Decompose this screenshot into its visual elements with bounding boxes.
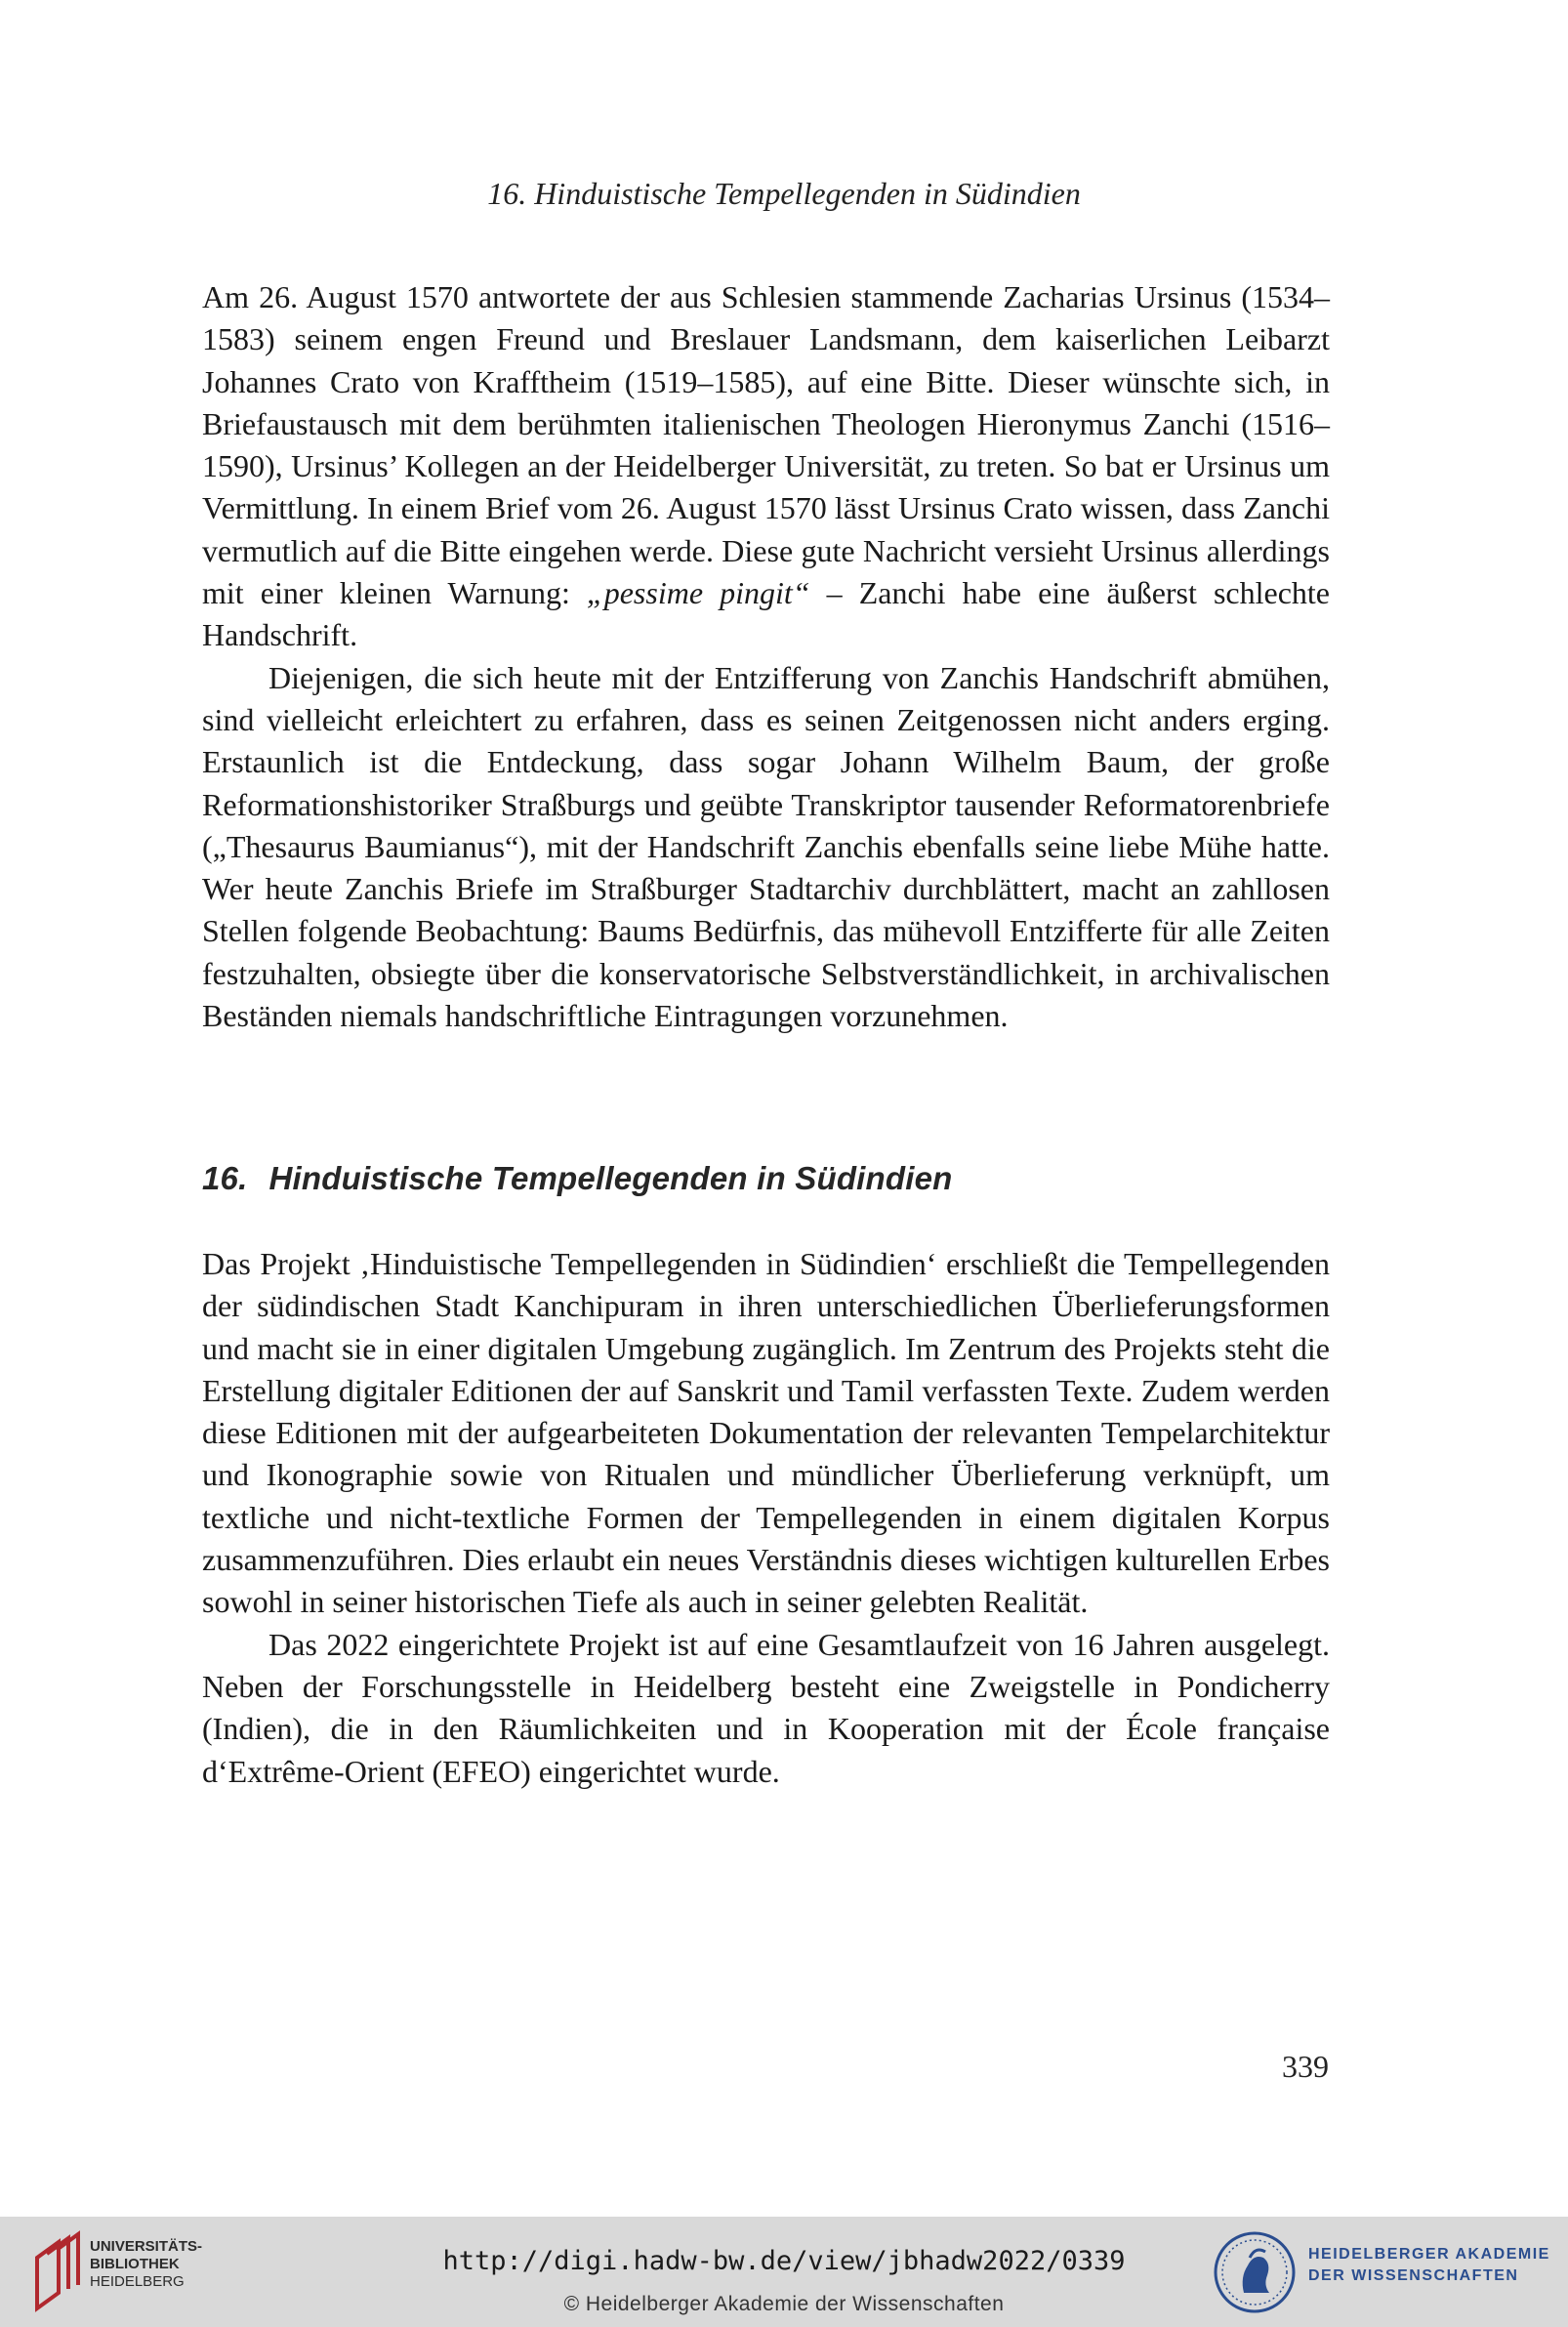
paragraph-text: Am 26. August 1570 antwortete der aus Schlesien stammende Zacharias Ursinus (1534–1583) seinem engen Freund und Breslauer Landsmann, dem kaiserlichen Leibarzt Johannes Crato von Krafftheim (1519–1585), auf eine Bitte. Dieser wünschte sich, in Briefaustausch mit dem berühmten italienischen Theologen Hieronymus Zanchi (1516–1590), Ursinus’ Kollegen an der Heidelberger Universität, zu treten. So bat er Ursinus um Vermittlung. In einem Brief vom 26. August 1570 lässt Ursinus Crato wissen, dass Zanchi vermutlich auf die Bitte eingehen werde. Diese gute Nachricht versieht Ursinus allerdings mit einer kleinen Warnung: (202, 279, 1330, 611)
text-block-zanchi (202, 276, 1330, 1037)
section-heading (202, 1160, 953, 1197)
paragraph (202, 276, 1330, 657)
ub-line: UNIVERSITÄTS- (90, 2238, 203, 2255)
paragraph: Das Projekt ‚Hinduistische Tempellegenden in Südindien‘ erschließt die Tempellegenden der südindischen Stadt Kanchipuram in ihren unterschiedlichen Überlieferungsformen und macht sie in einer digitalen Umgebung zugänglich. Im Zentrum des Projekts steht die Erstellung digitaler Editionen der auf Sanskrit und Tamil verfassten Texte. Zudem werden diese Editionen mit der aufgearbeiteten Dokumentation der relevanten Tempelarchitektur und Ikonographie sowie von Ritualen und mündlicher Überlieferung verknüpft, um textliche und nicht-textliche Formen der Tempellegenden in einem digitalen Korpus zusammenzuführen. Dies erlaubt ein neues Verständnis dieses wichtigen kulturellen Erbes sowohl in seiner historischen Tiefe als auch in seiner gelebten Realität. (202, 1246, 1330, 1620)
running-head: 16. Hinduistische Tempellegenden in Südindien (487, 176, 1081, 211)
paragraph: Das 2022 eingerichtete Projekt ist auf eine Gesamtlaufzeit von 16 Jahren ausgelegt. Neben der Forschungsstelle in Heidelberg besteht eine Zweigstelle in Pondicherry (Indien), die in den Räumlichkeiten und in Kooperation mit der École française d‘Extrême-Orient (EFEO) eingerichtet wurde. (202, 1626, 1330, 1789)
ub-line: HEIDELBERG (90, 2273, 185, 2290)
section-title: Hinduistische Tempellegenden in Südindien (268, 1160, 953, 1196)
academy-seal-graphic (1211, 2228, 1299, 2316)
permalink-url[interactable]: http://digi.hadw-bw.de/view/jbhadw2022/0339 (442, 2246, 1126, 2276)
paragraph-text: – Zanchi habe eine äußerst schlechte Handschrift. (202, 575, 1331, 653)
page-number: 339 (1282, 2049, 1329, 2084)
academy-seal-icon[interactable] (1211, 2228, 1304, 2316)
academy-line: DER WISSENSCHAFTEN (1308, 2267, 1519, 2284)
text-block-project (202, 1243, 1330, 1793)
copyright-notice: © Heidelberger Akademie der Wissenschaften (563, 2293, 1005, 2315)
academy-logo-text (1308, 2244, 1550, 2287)
digital-library-footer (0, 2217, 1568, 2327)
latin-quote: „pessime pingit“ (586, 575, 810, 611)
section-number: 16. (202, 1160, 248, 1196)
ub-line: BIBLIOTHEK (90, 2256, 180, 2272)
paragraph: Diejenigen, die sich heute mit der Entzifferung von Zanchis Handschrift abmühen, sind vielleicht erleichtert zu erfahren, dass es seinen Zeitgenossen nicht anders erging. Erstaunlich ist die Entdeckung, dass sogar Johann Wilhelm Baum, der große Reformationshistoriker Straßburgs und geübte Transkriptor tausender Reformatorenbriefe („Thesaurus Baumianus“), mit der Handschrift Zanchis ebenfalls seine liebe Mühe hatte. Wer heute Zanchis Briefe im Straßburger Stadtarchiv durchblättert, macht an zahllosen Stellen folgende Beobachtung: Baums Bedürfnis, das mühevoll Entzifferte für alle Zeiten festzuhalten, obsiegte über die konservatorische Selbstverständlichkeit, in archivalischen Beständen niemals handschriftliche Eintragungen vorzunehmen. (202, 659, 1330, 1034)
academy-line: HEIDELBERGER AKADEMIE (1308, 2246, 1550, 2263)
